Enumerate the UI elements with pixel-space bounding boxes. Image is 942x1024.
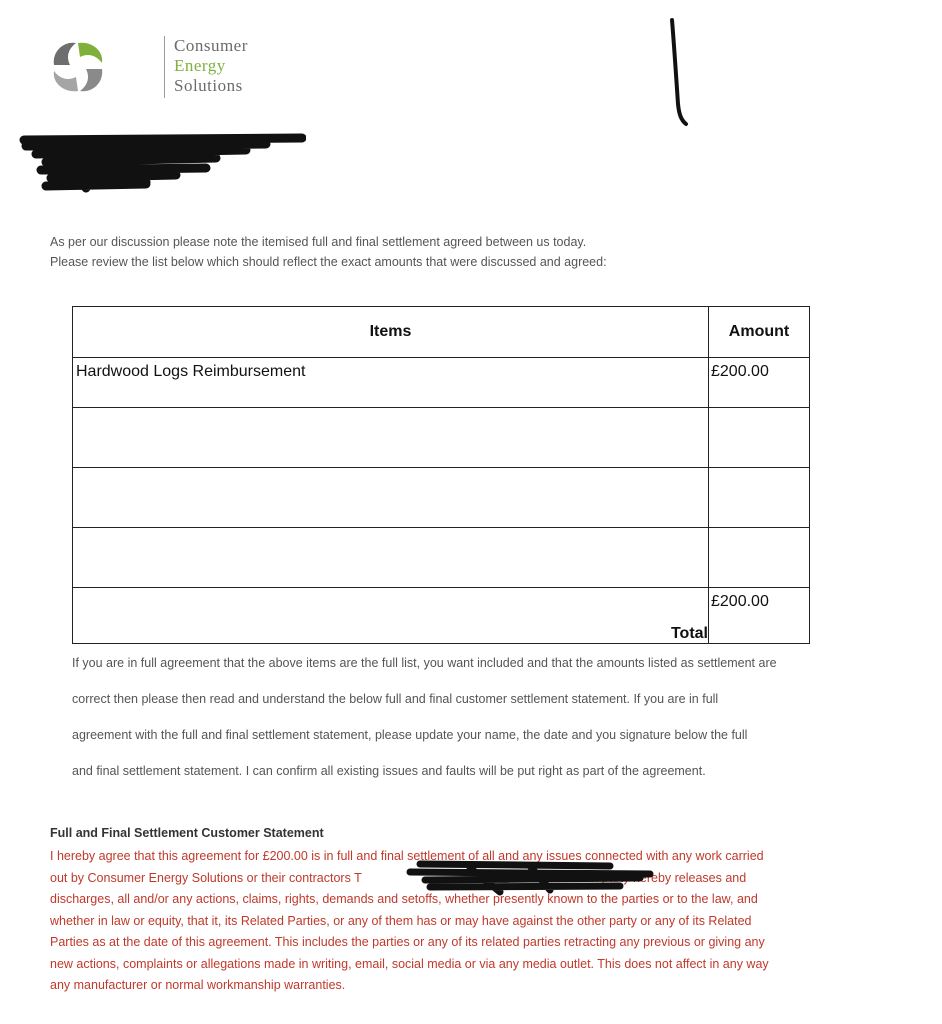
logo-wordmark — [174, 36, 248, 96]
redaction-scribble-inline — [380, 856, 655, 896]
intro-text — [50, 232, 607, 272]
redaction-scribble — [16, 128, 306, 198]
logo-line-solutions: Solutions — [174, 76, 243, 95]
header-amount: Amount — [709, 307, 810, 358]
intro-line: Please review the list below which should reflect the exact amounts that were discussed and agreed: — [50, 255, 607, 269]
agreement-line: and final settlement statement. I can confirm all existing issues and faults will be put right as part of the agreement. — [72, 764, 706, 778]
statement-line-2b: Each party hereby releases and — [569, 870, 747, 885]
agreement-text — [72, 652, 934, 796]
table-row-empty — [73, 408, 810, 468]
logo-divider — [164, 36, 165, 98]
swirl-logo-icon — [48, 37, 108, 97]
statement-line-2a: out by Consumer Energy Solutions or their contractors T — [50, 870, 362, 885]
agreement-line: agreement with the full and final settlement statement, please update your name, the date and you signature below the full — [72, 728, 748, 742]
pen-stroke-mark — [660, 14, 700, 129]
item-cell-empty — [73, 528, 709, 588]
amount-cell: £200.00 — [709, 358, 810, 408]
table-header-row — [73, 307, 810, 358]
company-logo — [48, 34, 248, 104]
settlement-table — [72, 306, 810, 644]
logo-line-consumer: Consumer — [174, 36, 248, 55]
statement-line: new actions, complaints or allegations made in writing, email, social media or via any media outlet. This does not affect in any way — [50, 956, 769, 971]
intro-line: As per our discussion please note the itemised full and final settlement agreed between us today. — [50, 235, 587, 249]
item-cell-empty — [73, 408, 709, 468]
table-row — [73, 358, 810, 408]
statement-line: any manufacturer or normal workmanship warranties. — [50, 978, 346, 992]
table-row-empty — [73, 468, 810, 528]
table-row-empty — [73, 528, 810, 588]
amount-cell-empty — [709, 408, 810, 468]
amount-cell-empty — [709, 468, 810, 528]
statement-line: whether in law or equity, that it, its Related Parties, or any of them has or may have against the other party or any of its Related — [50, 913, 752, 928]
agreement-line: If you are in full agreement that the above items are the full list, you want included and that the amounts listed as settlement are — [72, 656, 777, 670]
statement-line: Parties as at the date of this agreement. This includes the parties or any of its related parties retracting any previous or giving any — [50, 935, 765, 949]
statement-line: I hereby agree that this agreement for £200.00 is in full and final settlement of all and any issues connected with any work carried — [50, 849, 764, 863]
total-label: Total — [73, 588, 709, 644]
amount-cell-empty — [709, 528, 810, 588]
table-total-row — [73, 588, 810, 644]
logo-line-energy: Energy — [174, 56, 226, 75]
statement-line: discharges, all and/or any actions, claims, rights, demands and setoffs, whether presently known to the parties or to the law, and — [50, 892, 758, 906]
item-cell-empty — [73, 468, 709, 528]
statement-title: Full and Final Settlement Customer Statement — [50, 826, 324, 840]
item-cell: Hardwood Logs Reimbursement — [73, 358, 709, 408]
agreement-line: correct then please then read and understand the below full and final customer settlement statement. If you are in full — [72, 692, 719, 706]
header-items: Items — [73, 307, 709, 358]
total-amount: £200.00 — [709, 588, 810, 644]
